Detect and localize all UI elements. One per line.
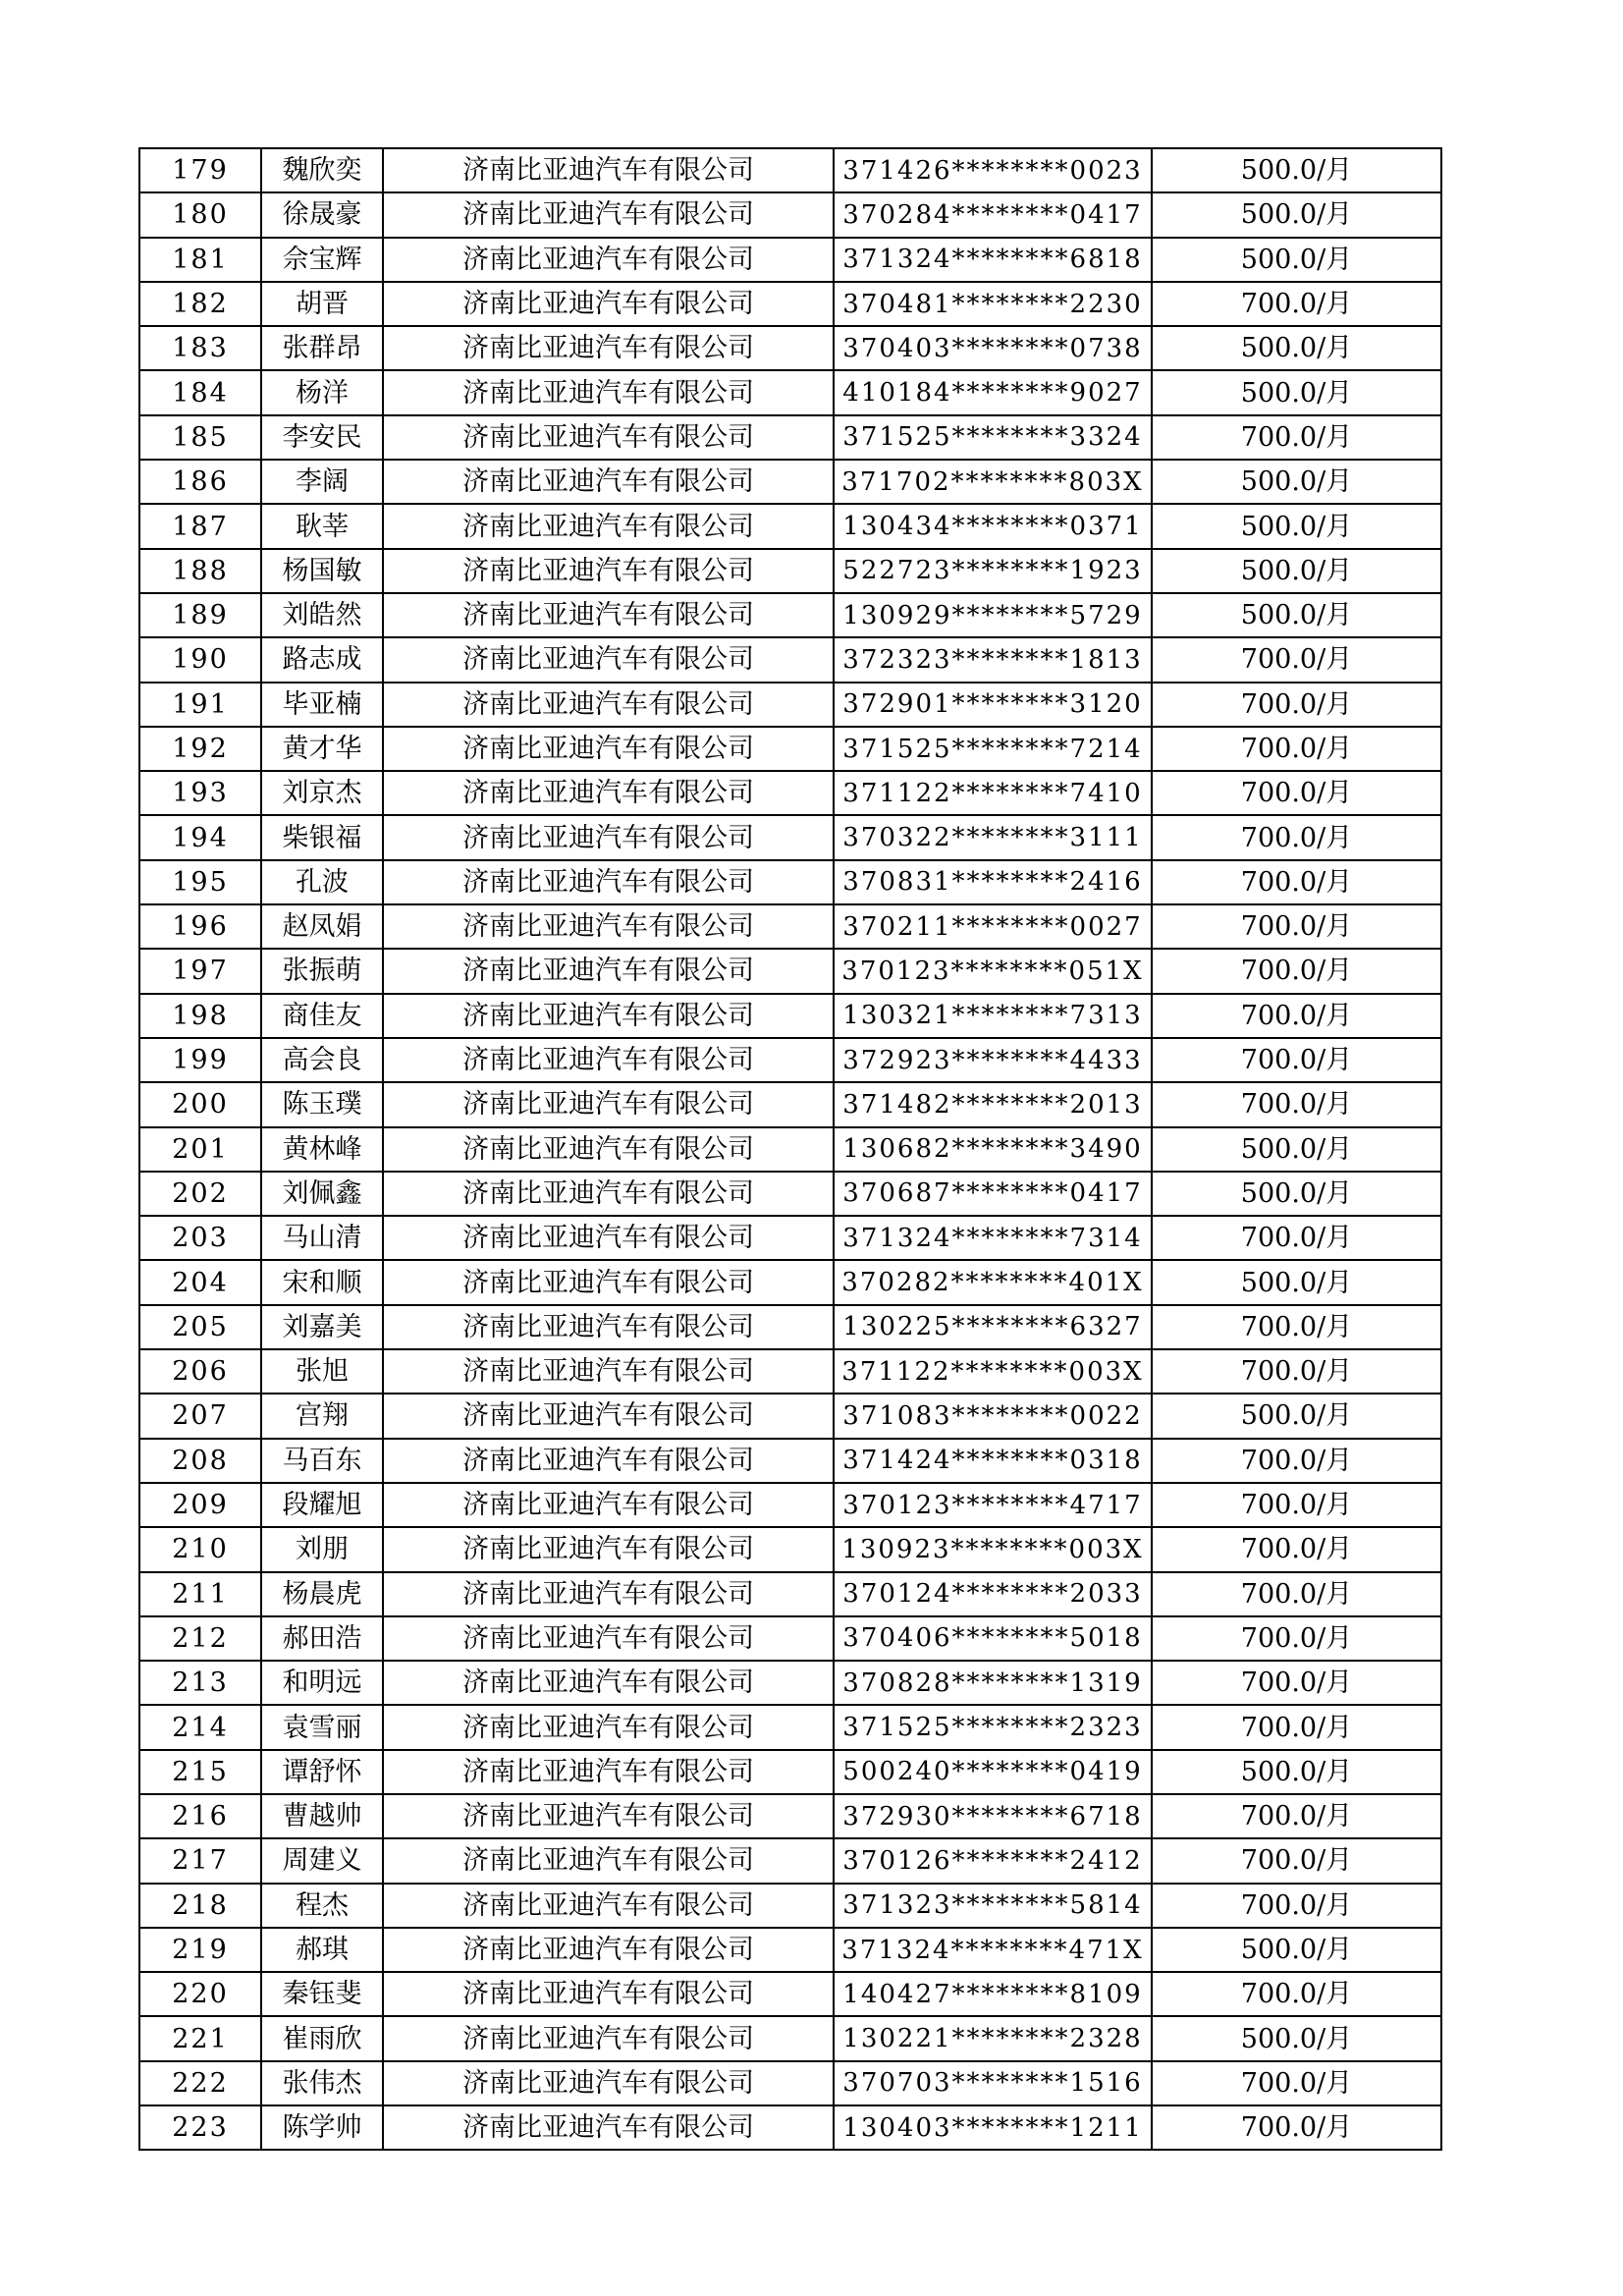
row-number: 203 — [139, 1216, 261, 1260]
id-number: 371122********7410 — [834, 771, 1152, 815]
subsidy-amount: 700.0/月 — [1152, 1838, 1441, 1883]
row-number: 214 — [139, 1705, 261, 1749]
person-name: 和明远 — [261, 1661, 383, 1705]
id-number: 140427********8109 — [834, 1972, 1152, 2016]
id-number: 370403********0738 — [834, 326, 1152, 370]
subsidy-amount: 700.0/月 — [1152, 2105, 1441, 2150]
id-number: 370831********2416 — [834, 860, 1152, 904]
row-number: 209 — [139, 1483, 261, 1527]
row-number: 188 — [139, 549, 261, 593]
person-name: 张振萌 — [261, 949, 383, 993]
row-number: 196 — [139, 904, 261, 949]
company-name: 济南比亚迪汽车有限公司 — [383, 1172, 834, 1216]
person-name: 陈玉璞 — [261, 1082, 383, 1126]
id-number: 371525********7214 — [834, 727, 1152, 771]
person-name: 袁雪丽 — [261, 1705, 383, 1749]
id-number: 370211********0027 — [834, 904, 1152, 949]
table-row — [139, 1038, 1441, 1082]
company-name: 济南比亚迪汽车有限公司 — [383, 1750, 834, 1794]
company-name: 济南比亚迪汽车有限公司 — [383, 504, 834, 548]
row-number: 206 — [139, 1349, 261, 1394]
row-number: 205 — [139, 1305, 261, 1349]
person-name: 路志成 — [261, 637, 383, 682]
id-number: 130403********1211 — [834, 2105, 1152, 2150]
row-number: 201 — [139, 1127, 261, 1172]
person-name: 徐晟豪 — [261, 192, 383, 237]
person-name: 魏欣奕 — [261, 148, 383, 192]
company-name: 济南比亚迪汽车有限公司 — [383, 1661, 834, 1705]
company-name: 济南比亚迪汽车有限公司 — [383, 1794, 834, 1838]
subsidy-amount: 700.0/月 — [1152, 2061, 1441, 2105]
subsidy-amount: 700.0/月 — [1152, 1616, 1441, 1661]
table-row — [139, 370, 1441, 414]
subsidy-amount: 500.0/月 — [1152, 593, 1441, 637]
table-row — [139, 2061, 1441, 2105]
person-name: 张旭 — [261, 1349, 383, 1394]
company-name: 济南比亚迪汽车有限公司 — [383, 460, 834, 504]
person-name: 高会良 — [261, 1038, 383, 1082]
table-row — [139, 1439, 1441, 1483]
subsidy-amount: 700.0/月 — [1152, 1216, 1441, 1260]
row-number: 216 — [139, 1794, 261, 1838]
row-number: 221 — [139, 2016, 261, 2060]
subsidy-amount: 700.0/月 — [1152, 1572, 1441, 1616]
subsidy-amount: 700.0/月 — [1152, 1349, 1441, 1394]
person-name: 刘京杰 — [261, 771, 383, 815]
person-name: 黄林峰 — [261, 1127, 383, 1172]
subsidy-amount: 500.0/月 — [1152, 1750, 1441, 1794]
company-name: 济南比亚迪汽车有限公司 — [383, 1439, 834, 1483]
id-number: 371482********2013 — [834, 1082, 1152, 1126]
table-row — [139, 1661, 1441, 1705]
row-number: 184 — [139, 370, 261, 414]
company-name: 济南比亚迪汽车有限公司 — [383, 1127, 834, 1172]
table-row — [139, 1572, 1441, 1616]
id-number: 371525********3324 — [834, 415, 1152, 460]
row-number: 204 — [139, 1260, 261, 1304]
company-name: 济南比亚迪汽车有限公司 — [383, 1838, 834, 1883]
company-name: 济南比亚迪汽车有限公司 — [383, 771, 834, 815]
table-row — [139, 148, 1441, 192]
table-row — [139, 860, 1441, 904]
id-number: 371122********003X — [834, 1349, 1152, 1394]
table-row — [139, 1972, 1441, 2016]
id-number: 370322********3111 — [834, 815, 1152, 859]
id-number: 130929********5729 — [834, 593, 1152, 637]
person-name: 杨国敏 — [261, 549, 383, 593]
row-number: 208 — [139, 1439, 261, 1483]
id-number: 372930********6718 — [834, 1794, 1152, 1838]
company-name: 济南比亚迪汽车有限公司 — [383, 593, 834, 637]
subsidy-amount: 700.0/月 — [1152, 282, 1441, 326]
company-name: 济南比亚迪汽车有限公司 — [383, 192, 834, 237]
id-number: 371424********0318 — [834, 1439, 1152, 1483]
subsidy-amount: 500.0/月 — [1152, 504, 1441, 548]
company-name: 济南比亚迪汽车有限公司 — [383, 994, 834, 1038]
company-name: 济南比亚迪汽车有限公司 — [383, 1884, 834, 1928]
table-row — [139, 771, 1441, 815]
id-number: 371702********803X — [834, 460, 1152, 504]
company-name: 济南比亚迪汽车有限公司 — [383, 637, 834, 682]
company-name: 济南比亚迪汽车有限公司 — [383, 1394, 834, 1438]
person-name: 佘宝辉 — [261, 238, 383, 282]
person-name: 李安民 — [261, 415, 383, 460]
row-number: 211 — [139, 1572, 261, 1616]
company-name: 济南比亚迪汽车有限公司 — [383, 1616, 834, 1661]
subsidy-amount: 500.0/月 — [1152, 1394, 1441, 1438]
table-row — [139, 1305, 1441, 1349]
row-number: 189 — [139, 593, 261, 637]
id-number: 371083********0022 — [834, 1394, 1152, 1438]
subsidy-amount: 700.0/月 — [1152, 415, 1441, 460]
company-name: 济南比亚迪汽车有限公司 — [383, 904, 834, 949]
id-number: 522723********1923 — [834, 549, 1152, 593]
person-name: 黄才华 — [261, 727, 383, 771]
subsidy-amount: 700.0/月 — [1152, 1661, 1441, 1705]
subsidy-amount: 500.0/月 — [1152, 370, 1441, 414]
person-name: 曹越帅 — [261, 1794, 383, 1838]
id-number: 370123********4717 — [834, 1483, 1152, 1527]
row-number: 179 — [139, 148, 261, 192]
table-row — [139, 1884, 1441, 1928]
company-name: 济南比亚迪汽车有限公司 — [383, 815, 834, 859]
id-number: 370282********401X — [834, 1260, 1152, 1304]
table-row — [139, 1928, 1441, 1972]
person-name: 李阔 — [261, 460, 383, 504]
person-name: 郝田浩 — [261, 1616, 383, 1661]
person-name: 程杰 — [261, 1884, 383, 1928]
row-number: 222 — [139, 2061, 261, 2105]
row-number: 200 — [139, 1082, 261, 1126]
table-row — [139, 1838, 1441, 1883]
id-number: 371323********5814 — [834, 1884, 1152, 1928]
table-row — [139, 2105, 1441, 2150]
subsidy-amount: 700.0/月 — [1152, 637, 1441, 682]
table-row — [139, 1794, 1441, 1838]
row-number: 215 — [139, 1750, 261, 1794]
subsidy-amount: 700.0/月 — [1152, 860, 1441, 904]
table-row — [139, 238, 1441, 282]
subsidy-amount: 700.0/月 — [1152, 1705, 1441, 1749]
company-name: 济南比亚迪汽车有限公司 — [383, 1972, 834, 2016]
subsidy-amount: 500.0/月 — [1152, 2016, 1441, 2060]
person-name: 刘佩鑫 — [261, 1172, 383, 1216]
subsidy-amount: 700.0/月 — [1152, 1439, 1441, 1483]
row-number: 194 — [139, 815, 261, 859]
table-row — [139, 1483, 1441, 1527]
company-name: 济南比亚迪汽车有限公司 — [383, 282, 834, 326]
person-name: 谭舒怀 — [261, 1750, 383, 1794]
company-name: 济南比亚迪汽车有限公司 — [383, 1082, 834, 1126]
person-name: 毕亚楠 — [261, 683, 383, 727]
row-number: 182 — [139, 282, 261, 326]
person-name: 柴银福 — [261, 815, 383, 859]
row-number: 195 — [139, 860, 261, 904]
id-number: 370828********1319 — [834, 1661, 1152, 1705]
id-number: 372323********1813 — [834, 637, 1152, 682]
row-number: 183 — [139, 326, 261, 370]
id-number: 371525********2323 — [834, 1705, 1152, 1749]
row-number: 207 — [139, 1394, 261, 1438]
id-number: 130221********2328 — [834, 2016, 1152, 2060]
table-row — [139, 994, 1441, 1038]
subsidy-amount: 500.0/月 — [1152, 192, 1441, 237]
company-name: 济南比亚迪汽车有限公司 — [383, 370, 834, 414]
row-number: 198 — [139, 994, 261, 1038]
subsidy-amount: 700.0/月 — [1152, 1305, 1441, 1349]
row-number: 190 — [139, 637, 261, 682]
row-number: 218 — [139, 1884, 261, 1928]
row-number: 193 — [139, 771, 261, 815]
company-name: 济南比亚迪汽车有限公司 — [383, 238, 834, 282]
id-number: 370284********0417 — [834, 192, 1152, 237]
person-name: 张伟杰 — [261, 2061, 383, 2105]
id-number: 370481********2230 — [834, 282, 1152, 326]
company-name: 济南比亚迪汽车有限公司 — [383, 1572, 834, 1616]
person-name: 马山清 — [261, 1216, 383, 1260]
row-number: 210 — [139, 1527, 261, 1571]
table-row — [139, 2016, 1441, 2060]
subsidy-amount: 700.0/月 — [1152, 904, 1441, 949]
id-number: 500240********0419 — [834, 1750, 1152, 1794]
company-name: 济南比亚迪汽车有限公司 — [383, 326, 834, 370]
subsidy-amount: 500.0/月 — [1152, 549, 1441, 593]
table-row — [139, 282, 1441, 326]
person-name: 宋和顺 — [261, 1260, 383, 1304]
row-number: 197 — [139, 949, 261, 993]
id-number: 130225********6327 — [834, 1305, 1152, 1349]
table-row — [139, 1349, 1441, 1394]
person-name: 刘嘉美 — [261, 1305, 383, 1349]
subsidy-amount: 700.0/月 — [1152, 1082, 1441, 1126]
subsidy-amount: 700.0/月 — [1152, 1038, 1441, 1082]
table-row — [139, 1082, 1441, 1126]
id-number: 371324********6818 — [834, 238, 1152, 282]
id-number: 370123********051X — [834, 949, 1152, 993]
person-name: 秦钰斐 — [261, 1972, 383, 2016]
subsidy-amount: 500.0/月 — [1152, 1260, 1441, 1304]
company-name: 济南比亚迪汽车有限公司 — [383, 1483, 834, 1527]
person-name: 张群昂 — [261, 326, 383, 370]
row-number: 186 — [139, 460, 261, 504]
company-name: 济南比亚迪汽车有限公司 — [383, 1349, 834, 1394]
table-row — [139, 815, 1441, 859]
person-name: 刘朋 — [261, 1527, 383, 1571]
table-row — [139, 1527, 1441, 1571]
subsidy-amount: 500.0/月 — [1152, 148, 1441, 192]
person-name: 杨洋 — [261, 370, 383, 414]
company-name: 济南比亚迪汽车有限公司 — [383, 1305, 834, 1349]
company-name: 济南比亚迪汽车有限公司 — [383, 1527, 834, 1571]
row-number: 223 — [139, 2105, 261, 2150]
person-name: 胡晋 — [261, 282, 383, 326]
row-number: 212 — [139, 1616, 261, 1661]
row-number: 180 — [139, 192, 261, 237]
person-name: 马百东 — [261, 1439, 383, 1483]
company-name: 济南比亚迪汽车有限公司 — [383, 727, 834, 771]
row-number: 219 — [139, 1928, 261, 1972]
id-number: 371426********0023 — [834, 148, 1152, 192]
table-row — [139, 504, 1441, 548]
id-number: 410184********9027 — [834, 370, 1152, 414]
roster-body — [139, 148, 1441, 2150]
table-row — [139, 1172, 1441, 1216]
company-name: 济南比亚迪汽车有限公司 — [383, 415, 834, 460]
table-row — [139, 460, 1441, 504]
subsidy-amount: 700.0/月 — [1152, 1483, 1441, 1527]
id-number: 370687********0417 — [834, 1172, 1152, 1216]
person-name: 孔波 — [261, 860, 383, 904]
table-row — [139, 549, 1441, 593]
row-number: 213 — [139, 1661, 261, 1705]
company-name: 济南比亚迪汽车有限公司 — [383, 1260, 834, 1304]
table-row — [139, 727, 1441, 771]
company-name: 济南比亚迪汽车有限公司 — [383, 1928, 834, 1972]
table-row — [139, 326, 1441, 370]
id-number: 370703********1516 — [834, 2061, 1152, 2105]
person-name: 刘皓然 — [261, 593, 383, 637]
person-name: 杨晨虎 — [261, 1572, 383, 1616]
subsidy-amount: 700.0/月 — [1152, 771, 1441, 815]
subsidy-amount: 700.0/月 — [1152, 1972, 1441, 2016]
table-row — [139, 1216, 1441, 1260]
id-number: 370124********2033 — [834, 1572, 1152, 1616]
company-name: 济南比亚迪汽车有限公司 — [383, 2016, 834, 2060]
company-name: 济南比亚迪汽车有限公司 — [383, 549, 834, 593]
subsidy-amount: 500.0/月 — [1152, 238, 1441, 282]
subsidy-amount: 700.0/月 — [1152, 1884, 1441, 1928]
company-name: 济南比亚迪汽车有限公司 — [383, 1038, 834, 1082]
person-name: 段耀旭 — [261, 1483, 383, 1527]
company-name: 济南比亚迪汽车有限公司 — [383, 1216, 834, 1260]
company-name: 济南比亚迪汽车有限公司 — [383, 148, 834, 192]
person-name: 周建义 — [261, 1838, 383, 1883]
person-name: 郝琪 — [261, 1928, 383, 1972]
company-name: 济南比亚迪汽车有限公司 — [383, 1705, 834, 1749]
person-name: 崔雨欣 — [261, 2016, 383, 2060]
person-name: 宫翔 — [261, 1394, 383, 1438]
row-number: 181 — [139, 238, 261, 282]
row-number: 217 — [139, 1838, 261, 1883]
row-number: 192 — [139, 727, 261, 771]
person-name: 耿莘 — [261, 504, 383, 548]
row-number: 202 — [139, 1172, 261, 1216]
table-row — [139, 637, 1441, 682]
subsidy-amount: 700.0/月 — [1152, 949, 1441, 993]
row-number: 191 — [139, 683, 261, 727]
subsidy-amount: 500.0/月 — [1152, 1127, 1441, 1172]
table-row — [139, 1616, 1441, 1661]
row-number: 185 — [139, 415, 261, 460]
subsidy-amount: 700.0/月 — [1152, 815, 1441, 859]
id-number: 130434********0371 — [834, 504, 1152, 548]
table-row — [139, 904, 1441, 949]
row-number: 199 — [139, 1038, 261, 1082]
person-name: 赵凤娟 — [261, 904, 383, 949]
table-row — [139, 1750, 1441, 1794]
id-number: 130923********003X — [834, 1527, 1152, 1571]
subsidy-amount: 500.0/月 — [1152, 1172, 1441, 1216]
subsidy-amount: 500.0/月 — [1152, 326, 1441, 370]
table-row — [139, 949, 1441, 993]
subsidy-amount: 700.0/月 — [1152, 727, 1441, 771]
subsidy-amount: 500.0/月 — [1152, 1928, 1441, 1972]
table-row — [139, 1260, 1441, 1304]
table-row — [139, 1127, 1441, 1172]
row-number: 220 — [139, 1972, 261, 2016]
company-name: 济南比亚迪汽车有限公司 — [383, 2105, 834, 2150]
subsidy-roster-table — [138, 147, 1442, 2151]
subsidy-amount: 700.0/月 — [1152, 1527, 1441, 1571]
person-name: 商佳友 — [261, 994, 383, 1038]
table-row — [139, 683, 1441, 727]
table-row — [139, 593, 1441, 637]
row-number: 187 — [139, 504, 261, 548]
table-row — [139, 1394, 1441, 1438]
company-name: 济南比亚迪汽车有限公司 — [383, 683, 834, 727]
subsidy-amount: 700.0/月 — [1152, 683, 1441, 727]
subsidy-amount: 700.0/月 — [1152, 1794, 1441, 1838]
subsidy-amount: 500.0/月 — [1152, 460, 1441, 504]
id-number: 370126********2412 — [834, 1838, 1152, 1883]
table-row — [139, 415, 1441, 460]
id-number: 370406********5018 — [834, 1616, 1152, 1661]
subsidy-amount: 700.0/月 — [1152, 994, 1441, 1038]
table-row — [139, 192, 1441, 237]
person-name: 陈学帅 — [261, 2105, 383, 2150]
id-number: 130321********7313 — [834, 994, 1152, 1038]
id-number: 371324********471X — [834, 1928, 1152, 1972]
id-number: 130682********3490 — [834, 1127, 1152, 1172]
table-row — [139, 1705, 1441, 1749]
company-name: 济南比亚迪汽车有限公司 — [383, 949, 834, 993]
company-name: 济南比亚迪汽车有限公司 — [383, 2061, 834, 2105]
id-number: 371324********7314 — [834, 1216, 1152, 1260]
id-number: 372923********4433 — [834, 1038, 1152, 1082]
id-number: 372901********3120 — [834, 683, 1152, 727]
company-name: 济南比亚迪汽车有限公司 — [383, 860, 834, 904]
